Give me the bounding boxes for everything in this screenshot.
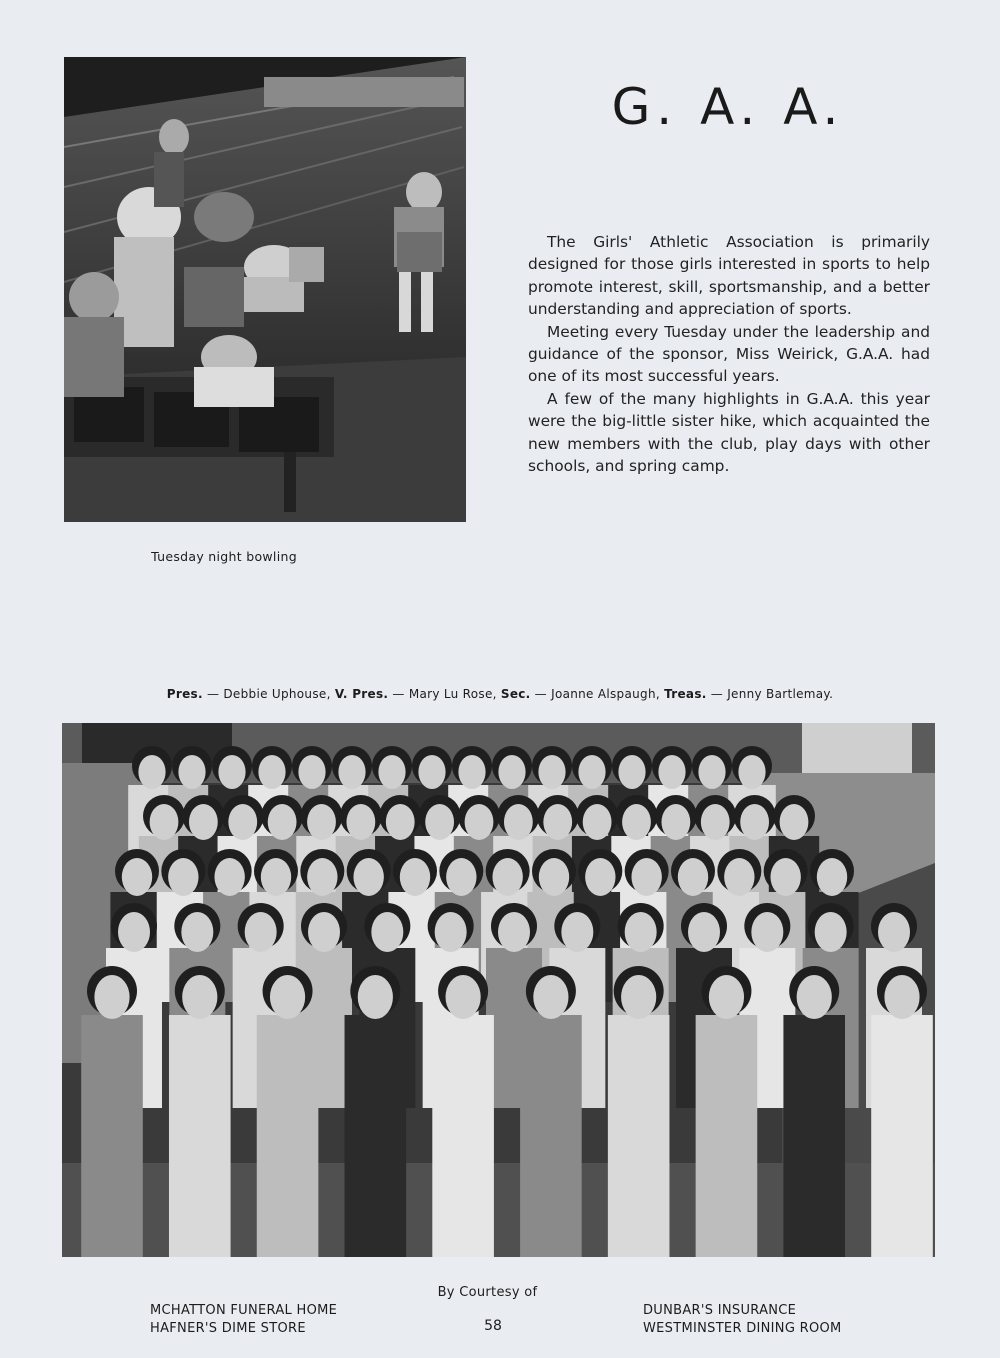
- article-body: [528, 231, 930, 477]
- sponsor-item: DUNBAR'S INSURANCE: [643, 1303, 797, 1318]
- group-photo: [62, 723, 935, 1257]
- treas-name: Jenny Bartlemay.: [727, 687, 834, 701]
- page-number: 58: [484, 1318, 502, 1334]
- sponsor-item: HAFNER'S DIME STORE: [150, 1321, 306, 1336]
- courtesy-label: By Courtesy of: [437, 1285, 538, 1300]
- pres-label: Pres.: [166, 687, 203, 701]
- officers-line: [60, 687, 940, 701]
- bowling-photo-caption: Tuesday night bowling: [151, 549, 297, 564]
- vpres-label: V. Pres.: [334, 687, 389, 701]
- sec-label: Sec.: [500, 687, 531, 701]
- sponsors-right: [643, 1302, 842, 1338]
- paragraph-1: The Girls' Athletic Association is primarily designed for those girls interested in sports to help promote interest, skill, sportsmanship, and a better understanding and appreciation of sports.: [528, 233, 930, 319]
- sec-name: Joanne Alspaugh,: [551, 687, 660, 701]
- page-title: G. A. A.: [611, 78, 845, 136]
- treas-label: Treas.: [664, 687, 707, 701]
- sponsors-left: [150, 1302, 337, 1338]
- paragraph-2: Meeting every Tuesday under the leadership and guidance of the sponsor, Miss Weirick, G.A.A. had one of its most successful years.: [528, 322, 930, 386]
- dash: —: [534, 687, 547, 701]
- sponsor-item: WESTMINSTER DINING ROOM: [643, 1321, 842, 1336]
- pres-name: Debbie Uphouse,: [223, 687, 331, 701]
- sponsor-item: MCHATTON FUNERAL HOME: [150, 1303, 338, 1318]
- dash: —: [206, 687, 220, 701]
- dash: —: [710, 687, 724, 701]
- paragraph-3: A few of the many highlights in G.A.A. this year were the big-little sister hike, which acquainted the new members with the club, play days with other schools, and spring camp.: [528, 389, 930, 476]
- bowling-photo: [64, 57, 466, 522]
- dash: —: [392, 687, 405, 701]
- vpres-name: Mary Lu Rose,: [408, 687, 497, 701]
